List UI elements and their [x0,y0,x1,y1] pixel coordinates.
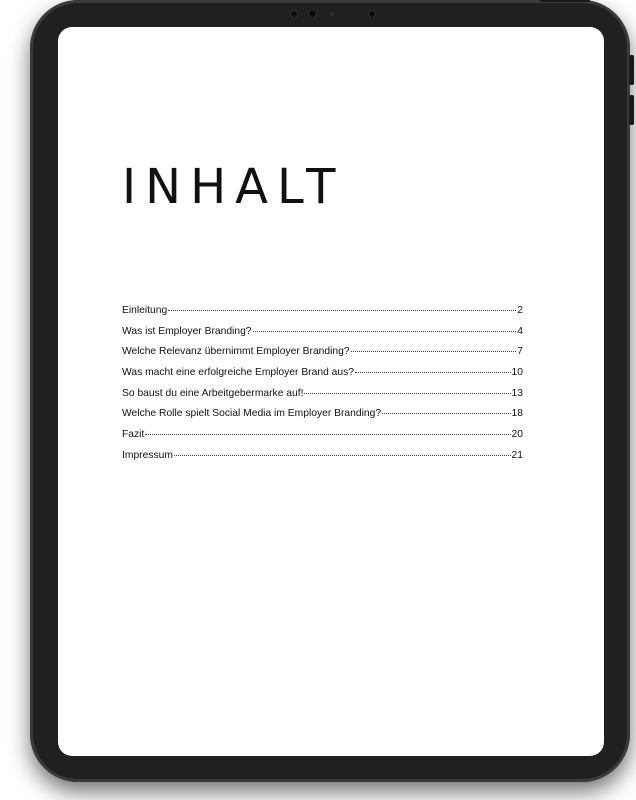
sensor-icon [368,10,376,18]
document-page [58,27,604,756]
dot-leader [304,393,510,394]
camera-icon [308,9,317,18]
toc-entry[interactable] [122,450,523,471]
camera-bar [282,8,422,20]
toc-entry[interactable] [122,408,523,429]
sensor-icon [290,10,298,18]
toc-entry-label: Was ist Employer Branding? [122,325,252,337]
dot-leader [355,372,511,373]
toc-entry[interactable] [122,388,523,409]
power-button [540,0,590,2]
dot-leader [174,455,511,456]
toc-entry-page: 18 [511,408,523,420]
toc-entry-page: 10 [511,367,523,379]
toc-entry-page: 7 [517,346,523,358]
toc-entry-page: 21 [511,449,523,461]
toc-entry[interactable] [122,305,523,326]
toc-entry-label: Impressum [122,449,173,461]
toc-entry-label: Welche Relevanz übernimmt Employer Branding? [122,346,350,358]
toc-entry[interactable] [122,429,523,450]
toc-entry-page: 2 [517,305,523,316]
volume-up-button [629,55,634,85]
toc-entry[interactable] [122,367,523,388]
toc-entry-label: So baust du eine Arbeitgebermarke auf! [122,387,304,399]
toc-entry-page: 20 [511,429,523,441]
toc-entry[interactable] [122,326,523,347]
toc-entry-label: Welche Rolle spielt Social Media im Employer Branding? [122,408,382,420]
dot-leader [253,331,517,332]
toc-entry-label: Fazit [122,429,145,441]
dot-leader [382,413,510,414]
toc-entry[interactable] [122,346,523,367]
toc-entry-label: Was macht eine erfolgreiche Employer Brand aus? [122,367,354,379]
toc-entry-page: 4 [517,325,523,337]
dot-leader [168,310,516,311]
dot-leader [351,351,517,352]
toc-entry-label: Einleitung [122,305,168,316]
volume-down-button [629,95,634,125]
light-sensor-icon [330,12,334,16]
toc-entry-page: 13 [511,387,523,399]
page-title: INHALT [122,159,345,215]
dot-leader [145,434,510,435]
table-of-contents [122,305,523,471]
